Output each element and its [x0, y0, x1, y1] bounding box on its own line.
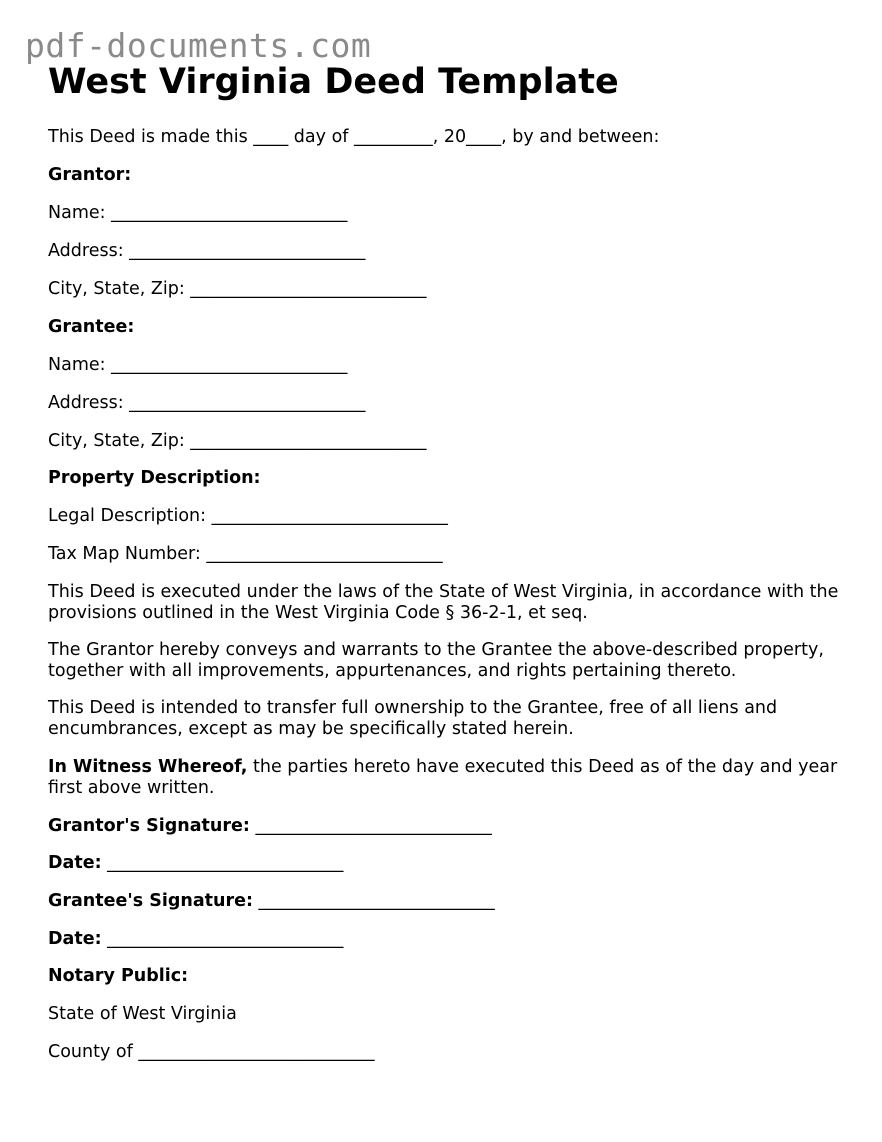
notary-heading: Notary Public:	[48, 966, 189, 986]
grantor-date-field	[48, 853, 343, 874]
grantee-signature-line: ___________________________	[252, 891, 495, 911]
grantor-date-label: Date:	[48, 853, 102, 873]
grantee-signature-label: Grantee's Signature:	[48, 891, 253, 911]
grantor-name-field: Name: ___________________________	[48, 203, 348, 223]
document-title: West Virginia Deed Template	[48, 62, 619, 102]
grantor-heading: Grantor:	[48, 165, 132, 185]
intro-line: This Deed is made this ____ day of _________, 20____, by and between:	[48, 127, 660, 147]
grantor-address-field: Address: ___________________________	[48, 241, 366, 261]
grantee-date-label: Date:	[48, 929, 102, 949]
grantor-signature-field	[48, 816, 492, 837]
laws-paragraph: This Deed is executed under the laws of the State of West Virginia, in accordance with the provisions outlined in the West Virginia Code § 36-2-1, et seq.	[48, 582, 839, 623]
notary-state: State of West Virginia	[48, 1004, 237, 1024]
witness-paragraph	[48, 757, 848, 798]
grantee-heading: Grantee:	[48, 317, 135, 337]
grantee-address-field: Address: ___________________________	[48, 393, 366, 413]
grantee-date-line: ___________________________	[101, 929, 344, 949]
grantor-signature-label: Grantor's Signature:	[48, 816, 250, 836]
property-heading: Property Description:	[48, 468, 261, 488]
legal-description-field: Legal Description: ___________________________	[48, 506, 448, 526]
grantee-date-field	[48, 929, 343, 950]
grantee-name-field: Name: ___________________________	[48, 355, 348, 375]
notary-county-field: County of ___________________________	[48, 1042, 375, 1062]
watermark: pdf-documents.com	[25, 26, 372, 65]
transfer-paragraph: This Deed is intended to transfer full ownership to the Grantee, free of all liens and encumbrances, except as may be specifically stated herein.	[48, 698, 778, 739]
tax-map-field: Tax Map Number: ___________________________	[48, 544, 443, 564]
grantee-city-field: City, State, Zip: ___________________________	[48, 431, 427, 451]
witness-bold: In Witness Whereof,	[48, 757, 248, 777]
grantor-date-line: ___________________________	[101, 853, 344, 873]
conveyance-paragraph: The Grantor hereby conveys and warrants to the Grantee the above-described property, together with all improvements, appurtenances, and rights pertaining thereto.	[48, 640, 824, 681]
grantee-signature-field	[48, 891, 495, 912]
grantor-signature-line: ___________________________	[249, 816, 492, 836]
grantor-city-field: City, State, Zip: ___________________________	[48, 279, 427, 299]
witness-text: the parties hereto have executed this Deed as of the day and year first above written.	[48, 757, 838, 798]
